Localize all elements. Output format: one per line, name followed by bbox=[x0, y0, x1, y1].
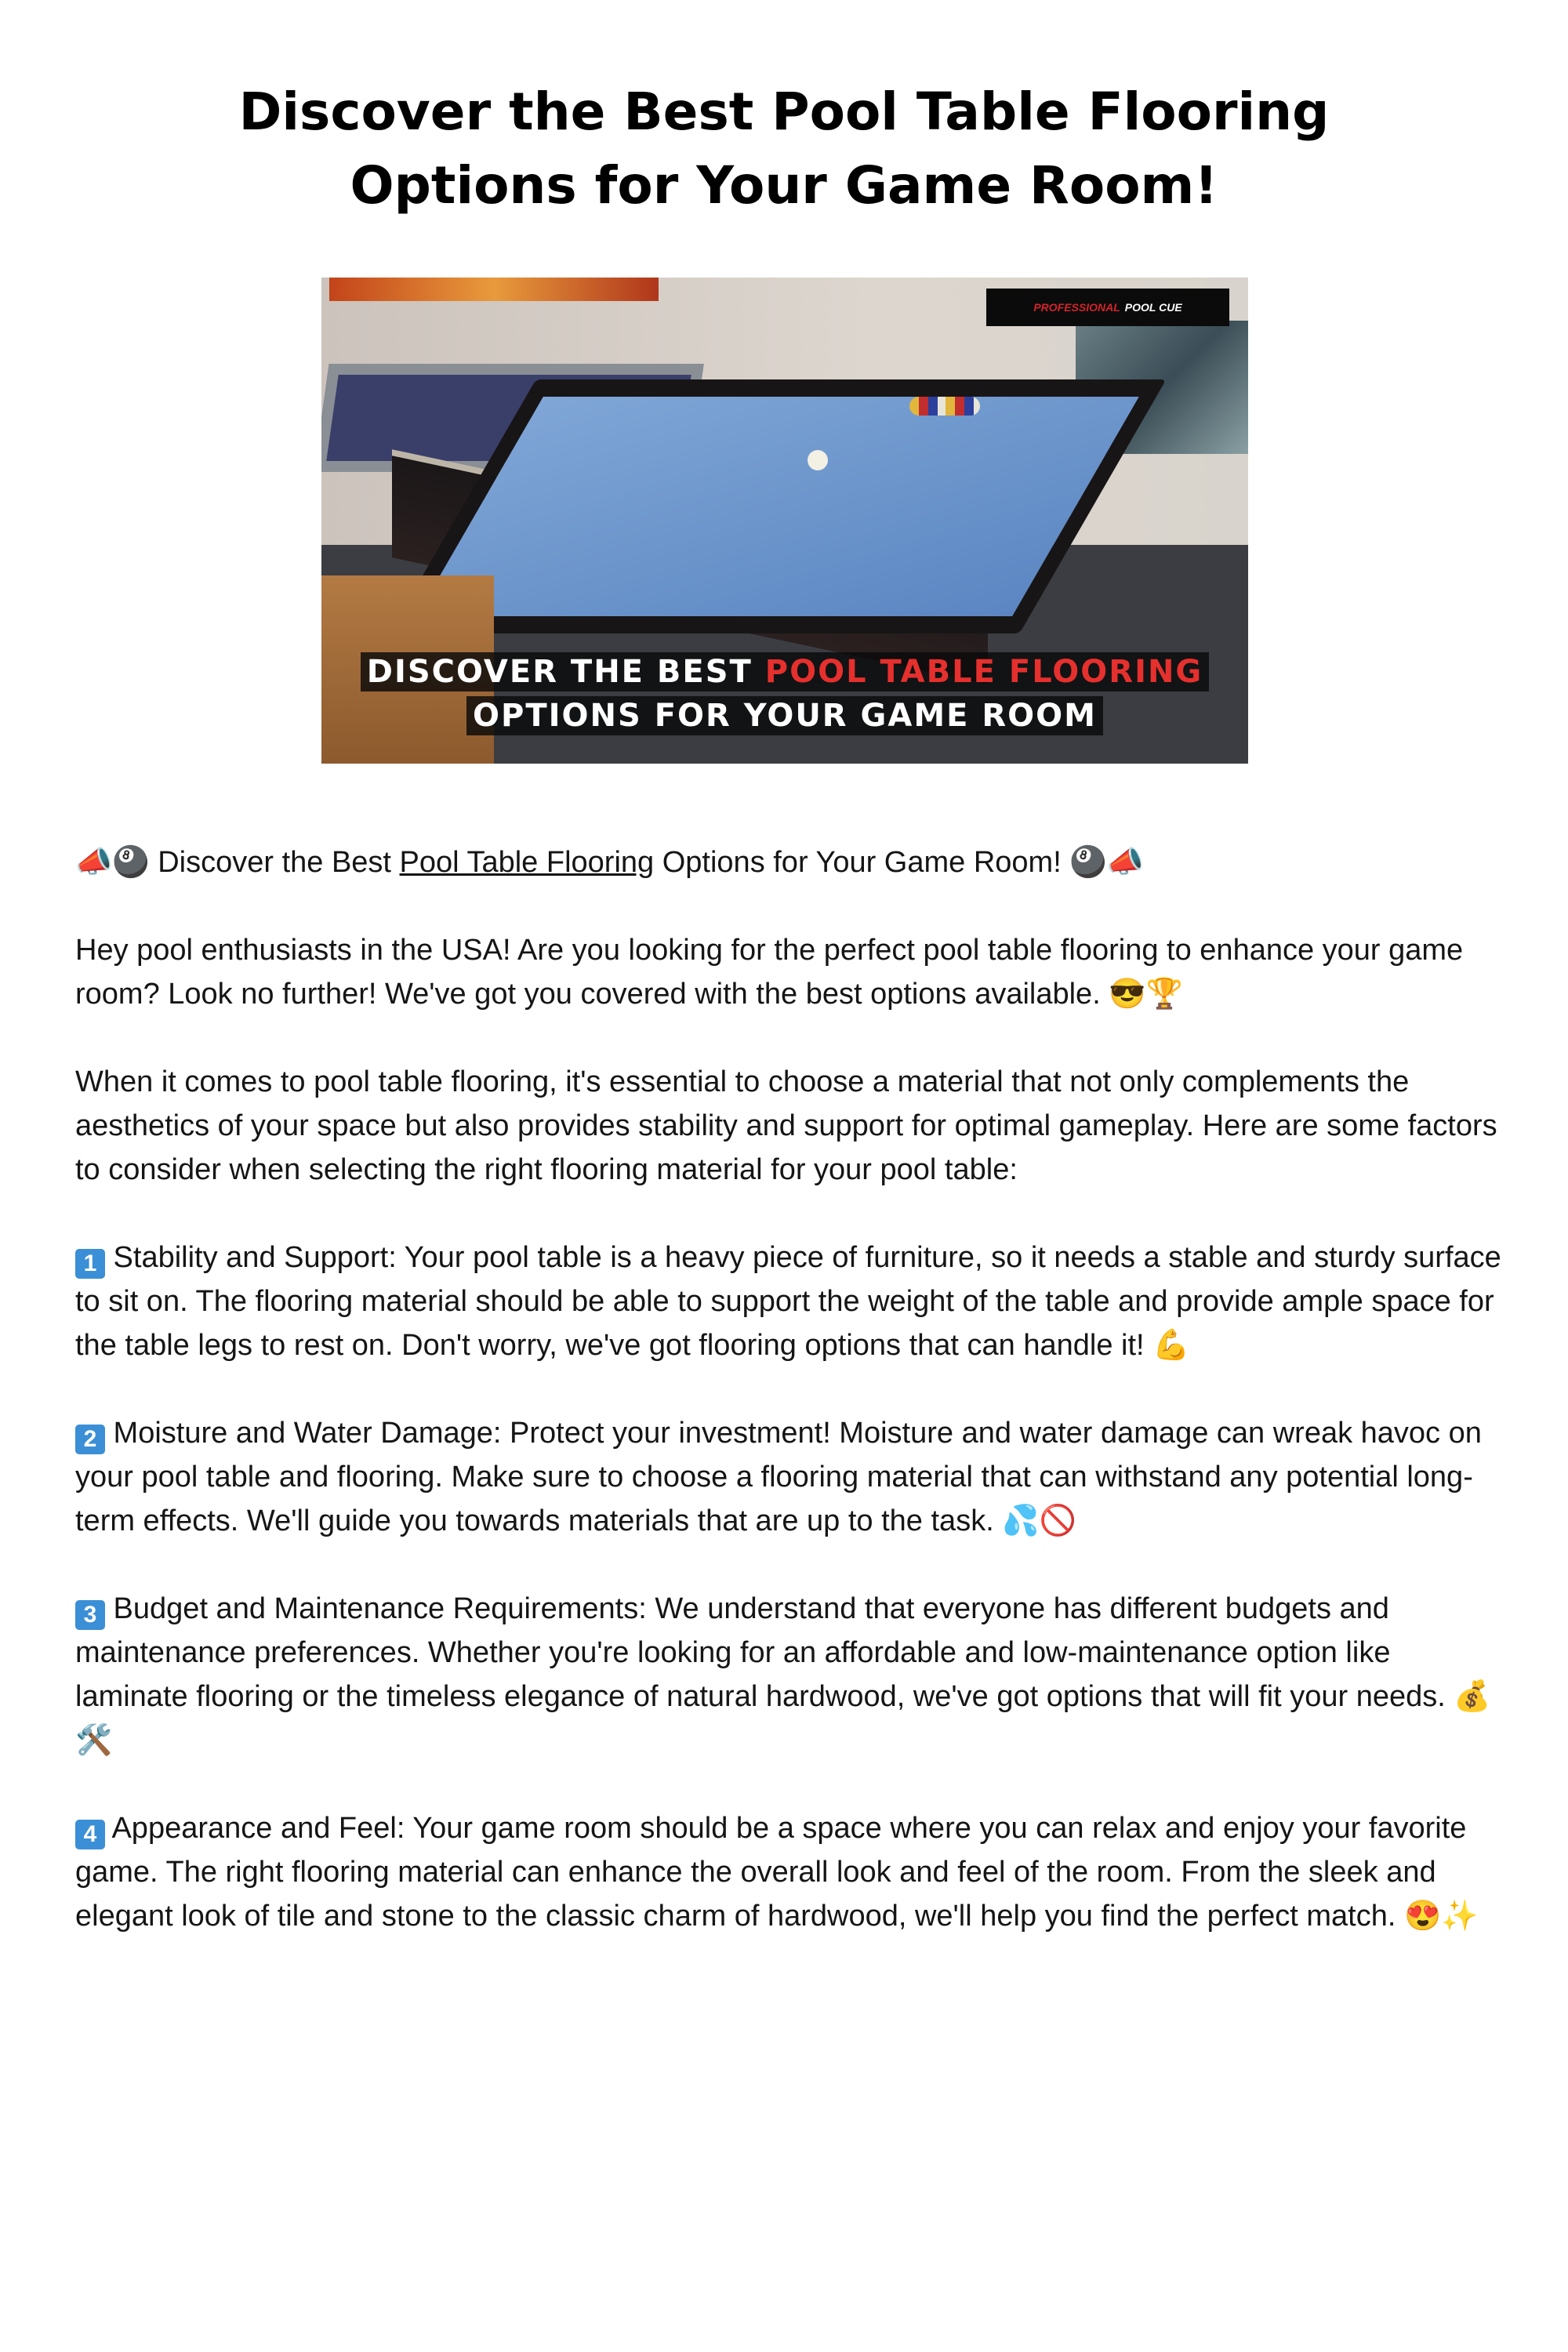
hero-image bbox=[321, 278, 1248, 764]
droplets-prohibited-icon: 💦🚫 bbox=[1002, 1504, 1076, 1537]
paragraph bbox=[75, 928, 1510, 1016]
megaphone-8ball-icon: 📣🎱 bbox=[75, 846, 150, 879]
image-cue-ball bbox=[808, 450, 828, 470]
image-caption-line-2 bbox=[321, 698, 1248, 734]
keycap-number-icon: 1 bbox=[75, 1249, 105, 1279]
brand-logo bbox=[986, 289, 1229, 326]
money-bag-tools-icon: 💰🛠️ bbox=[75, 1680, 1491, 1757]
factor-item bbox=[75, 1411, 1510, 1543]
factor-text: Moisture and Water Damage: Protect your investment! Moisture and water damage can wreak havoc on your pool table and flooring. Make sure to choose a flooring material that can withstand any potential long-term effects. We'll guide you towards materials that are up to the task. bbox=[75, 1417, 1482, 1537]
keycap-number-icon: 2 bbox=[75, 1425, 105, 1454]
intro-heading bbox=[75, 840, 1510, 884]
pool-table-flooring-link[interactable]: Pool Table Flooring bbox=[399, 846, 655, 879]
caption-white-text: DISCOVER THE BEST bbox=[366, 654, 765, 690]
sunglasses-trophy-icon: 😎🏆 bbox=[1109, 978, 1183, 1011]
factor-item bbox=[75, 1806, 1510, 1938]
factor-item bbox=[75, 1236, 1510, 1367]
intro-text: Options for Your Game Room! bbox=[654, 846, 1070, 879]
keycap-number-icon: 3 bbox=[75, 1600, 105, 1630]
article-body bbox=[75, 840, 1510, 1982]
factor-item bbox=[75, 1587, 1510, 1762]
logo-text-white: POOL CUE bbox=[1124, 301, 1182, 314]
caption-line-2-text: OPTIONS FOR YOUR GAME ROOM bbox=[466, 696, 1103, 735]
heart-eyes-sparkles-icon: 😍✨ bbox=[1404, 1900, 1479, 1933]
logo-text-red: PROFESSIONAL bbox=[1033, 301, 1120, 314]
image-ball-rack bbox=[909, 397, 980, 416]
paragraph-text: When it comes to pool table flooring, it's essential to choose a material that not only complements the aesthetics of your space but also provides stability and support for optimal gameplay. Here are some factors to consider when selecting the right flooring material for your pool table: bbox=[75, 1065, 1497, 1186]
paragraph bbox=[75, 1060, 1510, 1192]
title-line-2: Options for Your Game Room! bbox=[350, 155, 1218, 216]
factor-text: Stability and Support: Your pool table is a heavy piece of furniture, so it needs a stable and sturdy surface to sit on. The flooring material should be able to support the weight of the table and provide ample space for the table legs to rest on. Don't worry, we've got flooring options that can handle it! bbox=[75, 1241, 1501, 1362]
page-title bbox=[0, 75, 1568, 223]
8ball-megaphone-icon: 🎱📣 bbox=[1069, 846, 1144, 879]
factor-text: Appearance and Feel: Your game room should be a space where you can relax and enjoy your favorite game. The right flooring material can enhance the overall look and feel of the room. From the sleek and elegant look of tile and stone to the classic charm of hardwood, we'll help you find the perfect match. bbox=[75, 1812, 1467, 1933]
title-line-1: Discover the Best Pool Table Flooring bbox=[238, 82, 1330, 143]
caption-red-text: POOL TABLE FLOORING bbox=[764, 654, 1203, 690]
paragraph-text: Hey pool enthusiasts in the USA! Are you looking for the perfect pool table flooring to enhance your game room? Look no further! We've got you covered with the best options available. bbox=[75, 934, 1464, 1011]
image-painting bbox=[329, 278, 659, 301]
image-caption-line-1 bbox=[321, 654, 1248, 690]
intro-text: Discover the Best bbox=[149, 846, 400, 879]
factor-text: Budget and Maintenance Requirements: We understand that everyone has different budgets and maintenance preferences. Whether you're looking for an affordable and low-maintenance option like laminate flooring or the timeless elegance of natural hardwood, we've got options that will fit your needs. bbox=[75, 1592, 1454, 1713]
flexed-biceps-icon: 💪 bbox=[1152, 1329, 1190, 1362]
keycap-number-icon: 4 bbox=[75, 1820, 105, 1849]
